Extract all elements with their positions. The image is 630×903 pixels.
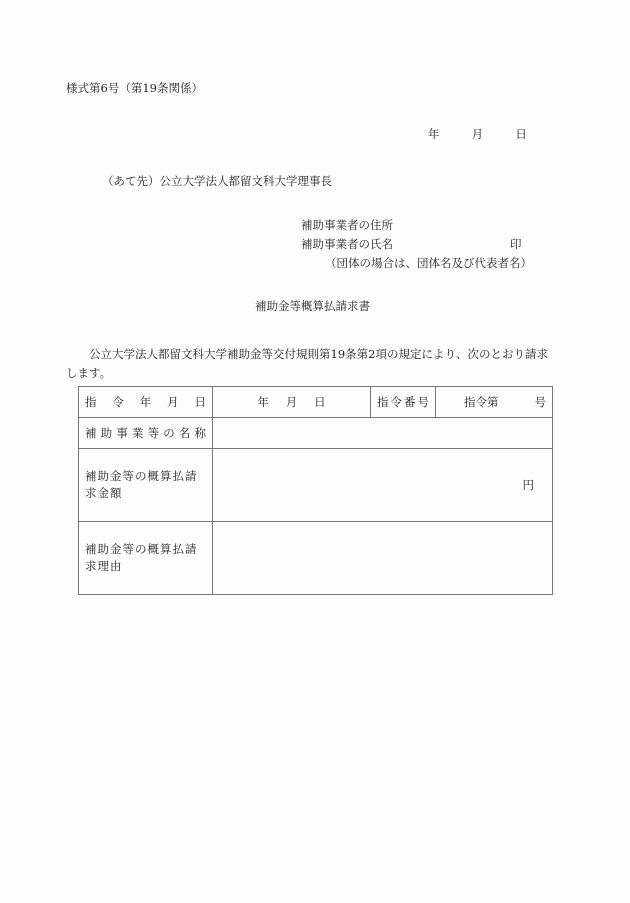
field-date-month: 月 bbox=[285, 395, 298, 409]
field-date-day: 日 bbox=[314, 395, 326, 409]
label-request-reason: 補助金等の概算払請求理由 bbox=[79, 522, 213, 595]
directive-number-prefix: 指令第 bbox=[464, 395, 499, 409]
table-row-directive-date bbox=[79, 387, 553, 418]
field-directive-number[interactable] bbox=[436, 387, 553, 418]
directive-number-suffix: 号 bbox=[534, 395, 546, 409]
label-char: 月 bbox=[167, 395, 179, 409]
document-body bbox=[66, 345, 556, 383]
applicant-note: （団体の場合は、団体名及び代表者名） bbox=[325, 256, 532, 270]
field-request-reason[interactable] bbox=[213, 522, 553, 595]
seal-mark: 印 bbox=[510, 237, 522, 251]
field-directive-date[interactable] bbox=[213, 387, 371, 418]
label-char: 業 bbox=[131, 426, 144, 440]
applicant-name-label: 補助事業者の氏名 bbox=[301, 237, 393, 251]
document-title: 補助金等概算払請求書 bbox=[255, 299, 370, 313]
applicant-name-row bbox=[301, 235, 532, 254]
date-day: 日 bbox=[515, 127, 527, 141]
label-char: 事 bbox=[116, 426, 128, 440]
label-char: 日 bbox=[194, 395, 206, 409]
applicant-block bbox=[301, 216, 532, 273]
label-char: 号 bbox=[417, 395, 429, 409]
field-request-amount[interactable] bbox=[213, 449, 553, 522]
label-char: 名 bbox=[178, 426, 191, 440]
label-char: 補 bbox=[85, 426, 97, 440]
label-char: の bbox=[163, 426, 175, 440]
label-directive-date bbox=[79, 387, 213, 418]
addressee: （あて先）公立大学法人都留文科大学理事長 bbox=[102, 174, 332, 188]
date-month: 月 bbox=[471, 127, 484, 141]
field-date-year: 年 bbox=[257, 395, 269, 409]
label-char: 令 bbox=[390, 395, 402, 409]
document-body-text: 公立大学法人都留文科大学補助金等交付規則第19条第2項の規定により、次のとおり請求します。 bbox=[66, 347, 548, 380]
label-directive-number bbox=[371, 387, 436, 418]
yen-unit: 円 bbox=[522, 478, 534, 492]
label-request-amount: 補助金等の概算払請求金額 bbox=[79, 449, 213, 522]
label-char: 番 bbox=[404, 395, 416, 409]
applicant-address-label: 補助事業者の住所 bbox=[301, 218, 393, 232]
label-char: 指 bbox=[85, 395, 97, 409]
label-char: 等 bbox=[147, 426, 160, 440]
field-project-name[interactable] bbox=[213, 418, 553, 449]
label-char: 年 bbox=[139, 395, 152, 409]
table-row-project-name bbox=[79, 418, 553, 449]
table-row-request-reason bbox=[79, 522, 553, 595]
document-date bbox=[428, 126, 527, 142]
label-project-name bbox=[79, 418, 213, 449]
label-char: 助 bbox=[100, 426, 113, 440]
label-char: 称 bbox=[194, 426, 206, 440]
label-char: 令 bbox=[112, 395, 124, 409]
request-form-table bbox=[78, 386, 553, 595]
form-number: 様式第6号（第19条関係） bbox=[66, 81, 203, 95]
label-char: 指 bbox=[377, 395, 389, 409]
date-year: 年 bbox=[428, 127, 440, 141]
table-row-request-amount bbox=[79, 449, 553, 522]
